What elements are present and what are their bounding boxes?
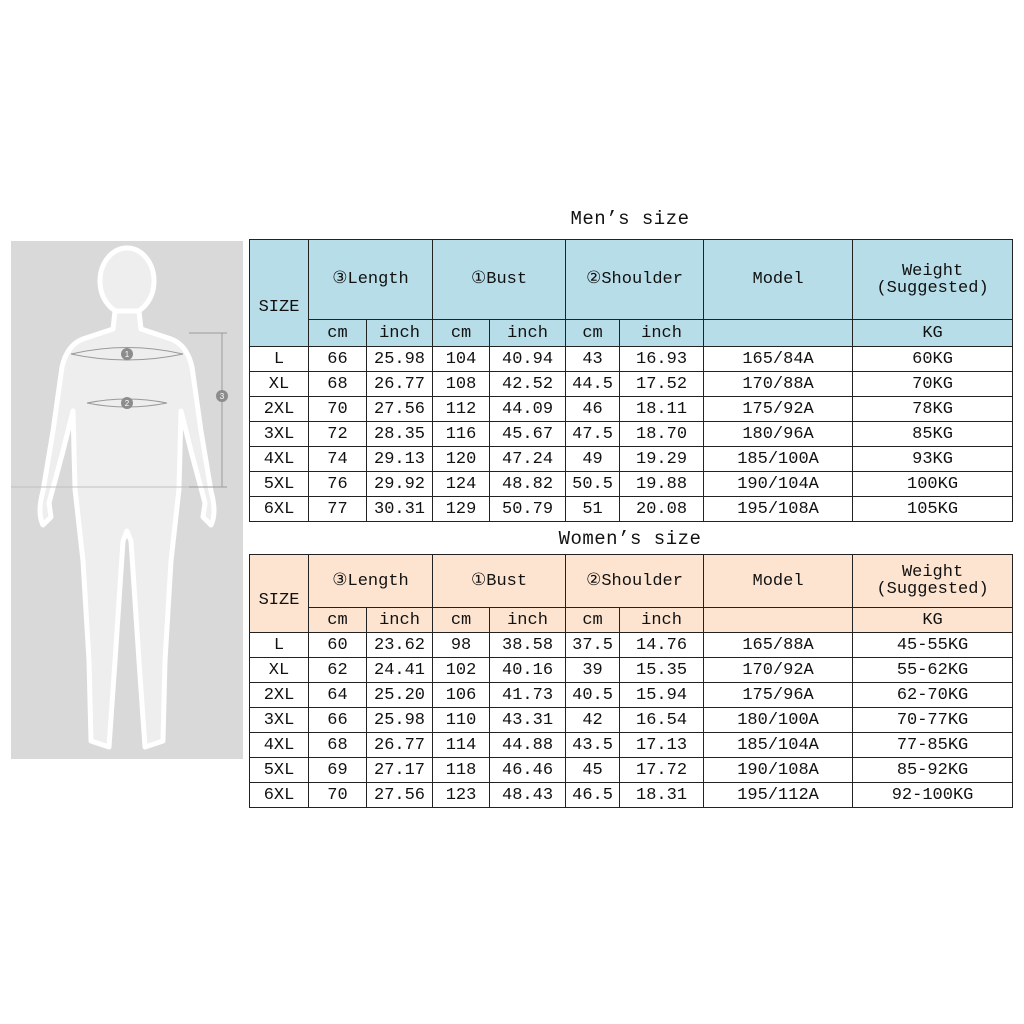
shoulder-inch-cell: 19.29 — [620, 447, 704, 472]
weight-cell: 93KG — [853, 447, 1013, 472]
marker-2: 2 — [124, 399, 130, 408]
shoulder-inch-cell: 20.08 — [620, 497, 704, 522]
length-inch-cell: 24.41 — [367, 658, 433, 683]
shoulder-inch-cell: 17.52 — [620, 372, 704, 397]
bust-inch-cell: 44.09 — [490, 397, 566, 422]
size-cell: 2XL — [250, 683, 309, 708]
length-cm-cell: 66 — [309, 708, 367, 733]
weight-header — [853, 555, 1013, 608]
size-cell: XL — [250, 372, 309, 397]
shoulder-inch-cell: 17.13 — [620, 733, 704, 758]
shoulder-cm-cell: 44.5 — [566, 372, 620, 397]
bust-header: ①Bust — [433, 555, 566, 608]
length-cm-cell: 77 — [309, 497, 367, 522]
table-row — [250, 397, 1013, 422]
unit-cm: cm — [309, 608, 367, 633]
women-size-table — [249, 554, 1013, 808]
length-cm-cell: 68 — [309, 733, 367, 758]
men-size-table — [249, 239, 1013, 522]
length-inch-cell: 23.62 — [367, 633, 433, 658]
length-header: ③Length — [309, 555, 433, 608]
shoulder-inch-cell: 18.11 — [620, 397, 704, 422]
weight-header-line1: Weight — [901, 563, 964, 582]
bust-inch-cell: 43.31 — [490, 708, 566, 733]
unit-inch: inch — [620, 608, 704, 633]
shoulder-inch-cell: 18.31 — [620, 783, 704, 808]
bust-cm-cell: 114 — [433, 733, 490, 758]
table-row — [250, 372, 1013, 397]
weight-cell: 100KG — [853, 472, 1013, 497]
weight-cell: 55-62KG — [853, 658, 1013, 683]
model-cell: 185/104A — [704, 733, 853, 758]
model-cell: 195/108A — [704, 497, 853, 522]
unit-inch: inch — [490, 608, 566, 633]
length-cm-cell: 62 — [309, 658, 367, 683]
length-inch-cell: 26.77 — [367, 372, 433, 397]
size-cell: 4XL — [250, 733, 309, 758]
unit-inch: inch — [367, 608, 433, 633]
bust-inch-cell: 40.94 — [490, 347, 566, 372]
bust-cm-cell: 118 — [433, 758, 490, 783]
table-row — [250, 472, 1013, 497]
bust-cm-cell: 102 — [433, 658, 490, 683]
shoulder-inch-cell: 14.76 — [620, 633, 704, 658]
table-row — [250, 497, 1013, 522]
women-size-title: Women’s size — [558, 528, 702, 550]
unit-blank — [704, 320, 853, 347]
bust-inch-cell: 48.43 — [490, 783, 566, 808]
shoulder-inch-cell: 15.35 — [620, 658, 704, 683]
model-cell: 180/96A — [704, 422, 853, 447]
bust-cm-cell: 116 — [433, 422, 490, 447]
unit-kg: KG — [853, 608, 1013, 633]
weight-header-line2: (Suggested) — [876, 580, 989, 599]
size-cell: 3XL — [250, 422, 309, 447]
shoulder-cm-cell: 46.5 — [566, 783, 620, 808]
size-cell: L — [250, 633, 309, 658]
size-cell: 3XL — [250, 708, 309, 733]
women-size-rows — [250, 633, 1013, 808]
length-inch-cell: 27.17 — [367, 758, 433, 783]
weight-cell: 62-70KG — [853, 683, 1013, 708]
shoulder-inch-cell: 19.88 — [620, 472, 704, 497]
model-cell: 170/92A — [704, 658, 853, 683]
bust-inch-cell: 50.79 — [490, 497, 566, 522]
model-cell: 165/88A — [704, 633, 853, 658]
table-row — [250, 633, 1013, 658]
weight-header-line1: Weight — [901, 261, 964, 281]
unit-blank — [704, 608, 853, 633]
shoulder-cm-cell: 43 — [566, 347, 620, 372]
length-inch-cell: 27.56 — [367, 397, 433, 422]
size-cell: XL — [250, 658, 309, 683]
weight-header — [853, 240, 1013, 320]
unit-inch: inch — [620, 320, 704, 347]
table-row — [250, 683, 1013, 708]
unit-cm: cm — [309, 320, 367, 347]
shoulder-header: ②Shoulder — [566, 555, 704, 608]
bust-cm-cell: 123 — [433, 783, 490, 808]
men-size-rows — [250, 347, 1013, 522]
unit-inch: inch — [490, 320, 566, 347]
weight-cell: 92-100KG — [853, 783, 1013, 808]
length-header: ③Length — [309, 240, 433, 320]
table-row — [250, 758, 1013, 783]
model-cell: 195/112A — [704, 783, 853, 808]
bust-header: ①Bust — [433, 240, 566, 320]
bust-cm-cell: 108 — [433, 372, 490, 397]
unit-cm: cm — [433, 320, 490, 347]
shoulder-inch-cell: 16.54 — [620, 708, 704, 733]
size-cell: 6XL — [250, 497, 309, 522]
shoulder-cm-cell: 49 — [566, 447, 620, 472]
weight-cell: 78KG — [853, 397, 1013, 422]
table-row — [250, 422, 1013, 447]
shoulder-inch-cell: 16.93 — [620, 347, 704, 372]
weight-cell: 70KG — [853, 372, 1013, 397]
bust-inch-cell: 38.58 — [490, 633, 566, 658]
weight-header-line2: (Suggested) — [876, 278, 989, 298]
length-cm-cell: 60 — [309, 633, 367, 658]
model-cell: 165/84A — [704, 347, 853, 372]
bust-inch-cell: 41.73 — [490, 683, 566, 708]
length-inch-cell: 29.13 — [367, 447, 433, 472]
length-inch-cell: 25.98 — [367, 347, 433, 372]
bust-cm-cell: 104 — [433, 347, 490, 372]
bust-cm-cell: 124 — [433, 472, 490, 497]
shoulder-cm-cell: 43.5 — [566, 733, 620, 758]
shoulder-cm-cell: 39 — [566, 658, 620, 683]
table-row — [250, 783, 1013, 808]
unit-cm: cm — [566, 320, 620, 347]
bust-cm-cell: 98 — [433, 633, 490, 658]
length-inch-cell: 26.77 — [367, 733, 433, 758]
table-row — [250, 658, 1013, 683]
weight-cell: 85KG — [853, 422, 1013, 447]
shoulder-cm-cell: 40.5 — [566, 683, 620, 708]
length-cm-cell: 76 — [309, 472, 367, 497]
bust-cm-cell: 120 — [433, 447, 490, 472]
shoulder-inch-cell: 18.70 — [620, 422, 704, 447]
bust-inch-cell: 40.16 — [490, 658, 566, 683]
length-inch-cell: 27.56 — [367, 783, 433, 808]
model-header: Model — [704, 555, 853, 608]
length-inch-cell: 25.98 — [367, 708, 433, 733]
bust-inch-cell: 44.88 — [490, 733, 566, 758]
weight-cell: 77-85KG — [853, 733, 1013, 758]
length-inch-cell: 29.92 — [367, 472, 433, 497]
shoulder-cm-cell: 37.5 — [566, 633, 620, 658]
model-cell: 175/92A — [704, 397, 853, 422]
shoulder-inch-cell: 17.72 — [620, 758, 704, 783]
shoulder-cm-cell: 46 — [566, 397, 620, 422]
table-row — [250, 347, 1013, 372]
table-row — [250, 447, 1013, 472]
weight-cell: 70-77KG — [853, 708, 1013, 733]
shoulder-cm-cell: 42 — [566, 708, 620, 733]
model-cell: 185/100A — [704, 447, 853, 472]
size-cell: 4XL — [250, 447, 309, 472]
shoulder-header: ②Shoulder — [566, 240, 704, 320]
bust-inch-cell: 47.24 — [490, 447, 566, 472]
length-cm-cell: 66 — [309, 347, 367, 372]
unit-cm: cm — [566, 608, 620, 633]
length-inch-cell: 30.31 — [367, 497, 433, 522]
bust-cm-cell: 112 — [433, 397, 490, 422]
size-cell: 5XL — [250, 472, 309, 497]
size-cell: 5XL — [250, 758, 309, 783]
bust-cm-cell: 106 — [433, 683, 490, 708]
weight-cell: 105KG — [853, 497, 1013, 522]
model-cell: 180/100A — [704, 708, 853, 733]
length-inch-cell: 28.35 — [367, 422, 433, 447]
unit-inch: inch — [367, 320, 433, 347]
shoulder-inch-cell: 15.94 — [620, 683, 704, 708]
bust-inch-cell: 46.46 — [490, 758, 566, 783]
size-header: SIZE — [250, 555, 309, 633]
length-cm-cell: 68 — [309, 372, 367, 397]
shoulder-cm-cell: 45 — [566, 758, 620, 783]
unit-cm: cm — [433, 608, 490, 633]
model-cell: 170/88A — [704, 372, 853, 397]
men-size-title: Men’s size — [570, 208, 690, 230]
weight-cell: 85-92KG — [853, 758, 1013, 783]
model-header: Model — [704, 240, 853, 320]
size-cell: L — [250, 347, 309, 372]
marker-1: 1 — [124, 350, 130, 359]
unit-kg: KG — [853, 320, 1013, 347]
model-cell: 175/96A — [704, 683, 853, 708]
length-cm-cell: 72 — [309, 422, 367, 447]
weight-cell: 45-55KG — [853, 633, 1013, 658]
shoulder-cm-cell: 50.5 — [566, 472, 620, 497]
bust-inch-cell: 42.52 — [490, 372, 566, 397]
bust-cm-cell: 129 — [433, 497, 490, 522]
length-cm-cell: 74 — [309, 447, 367, 472]
size-cell: 6XL — [250, 783, 309, 808]
body-measurement-figure — [11, 241, 243, 759]
length-inch-cell: 25.20 — [367, 683, 433, 708]
model-cell: 190/108A — [704, 758, 853, 783]
human-silhouette-icon — [11, 241, 243, 759]
weight-cell: 60KG — [853, 347, 1013, 372]
model-cell: 190/104A — [704, 472, 853, 497]
marker-3: 3 — [219, 392, 225, 401]
size-header: SIZE — [250, 240, 309, 347]
shoulder-cm-cell: 47.5 — [566, 422, 620, 447]
length-cm-cell: 70 — [309, 397, 367, 422]
bust-inch-cell: 45.67 — [490, 422, 566, 447]
bust-inch-cell: 48.82 — [490, 472, 566, 497]
bust-cm-cell: 110 — [433, 708, 490, 733]
length-cm-cell: 70 — [309, 783, 367, 808]
length-cm-cell: 64 — [309, 683, 367, 708]
table-row — [250, 733, 1013, 758]
shoulder-cm-cell: 51 — [566, 497, 620, 522]
table-row — [250, 708, 1013, 733]
length-cm-cell: 69 — [309, 758, 367, 783]
size-cell: 2XL — [250, 397, 309, 422]
